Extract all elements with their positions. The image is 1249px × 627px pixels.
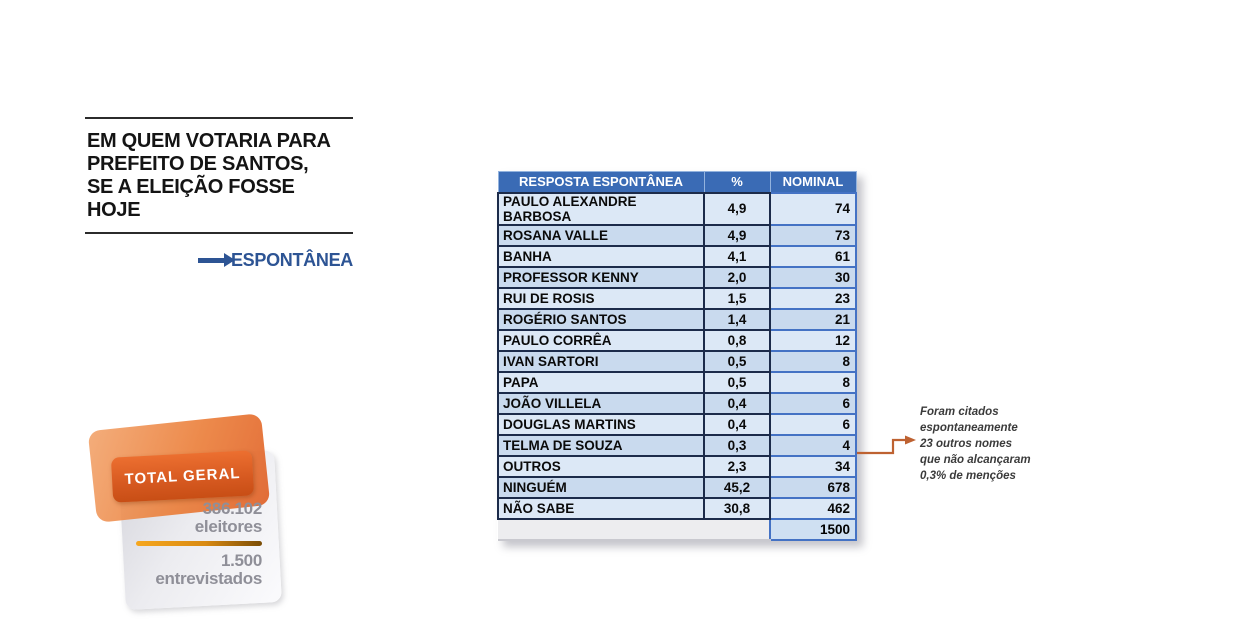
annotation-line: que não alcançaram (920, 454, 1031, 466)
table-row (498, 456, 856, 477)
annotation-line: espontaneamente (920, 422, 1018, 434)
table-row (498, 225, 856, 246)
percent-value: 4,9 (704, 225, 770, 246)
table-row (498, 435, 856, 456)
table-row (498, 309, 856, 330)
nominal-value: 30 (770, 267, 856, 288)
table-body (498, 193, 856, 519)
candidate-name: PAULO CORRÊA (498, 330, 704, 351)
table-row (498, 330, 856, 351)
table-row (498, 267, 856, 288)
nominal-value: 34 (770, 456, 856, 477)
annotation-line: Foram citados (920, 406, 999, 418)
subtitle-label: ESPONTÂNEA (230, 250, 353, 270)
candidate-name: RUI DE ROSIS (498, 288, 704, 309)
nominal-value: 73 (770, 225, 856, 246)
nominal-value: 678 (770, 477, 856, 498)
annotation-line: 23 outros nomes (920, 438, 1013, 450)
page-title (87, 130, 353, 222)
percent-value: 0,4 (704, 393, 770, 414)
nominal-value: 74 (770, 193, 856, 225)
title-line-3: SE A ELEIÇÃO FOSSE HOJE (87, 176, 295, 221)
percent-value: 0,5 (704, 351, 770, 372)
nominal-value: 4 (770, 435, 856, 456)
table-row (498, 193, 856, 225)
percent-value: 45,2 (704, 477, 770, 498)
table-header-row (498, 172, 856, 193)
total-geral-badge (90, 418, 290, 613)
badge-stats (132, 500, 262, 588)
table-total-row (498, 519, 856, 540)
nominal-value: 462 (770, 498, 856, 519)
divider-bottom (85, 232, 353, 234)
candidate-name: NÃO SABE (498, 498, 704, 519)
percent-value: 0,4 (704, 414, 770, 435)
annotation-text (920, 404, 1060, 484)
percent-value: 1,4 (704, 309, 770, 330)
candidate-name: ROGÉRIO SANTOS (498, 309, 704, 330)
table-row (498, 393, 856, 414)
poll-table (497, 171, 857, 541)
nominal-value: 8 (770, 351, 856, 372)
gradient-divider (136, 541, 262, 546)
interviewed-label: entrevistados (155, 569, 262, 588)
connector-arrow-icon (856, 434, 920, 460)
divider-top (85, 117, 353, 119)
candidate-name: TELMA DE SOUZA (498, 435, 704, 456)
nominal-value: 6 (770, 393, 856, 414)
percent-value: 30,8 (704, 498, 770, 519)
percent-value: 1,5 (704, 288, 770, 309)
total-geral-label-box (111, 450, 254, 502)
header-percent: % (704, 172, 770, 193)
candidate-name: BANHA (498, 246, 704, 267)
candidate-name: NINGUÉM (498, 477, 704, 498)
table-row (498, 498, 856, 519)
nominal-value: 23 (770, 288, 856, 309)
candidate-name: DOUGLAS MARTINS (498, 414, 704, 435)
header-nominal: NOMINAL (770, 172, 856, 193)
nominal-value: 12 (770, 330, 856, 351)
percent-value: 2,0 (704, 267, 770, 288)
nominal-value: 8 (770, 372, 856, 393)
total-geral-label: TOTAL GERAL (124, 464, 241, 489)
percent-value: 2,3 (704, 456, 770, 477)
candidate-name: ROSANA VALLE (498, 225, 704, 246)
nominal-value: 21 (770, 309, 856, 330)
interviewed-value: 1.500 (220, 551, 262, 570)
table-row (498, 351, 856, 372)
percent-value: 4,1 (704, 246, 770, 267)
subtitle-row (85, 250, 353, 271)
table-row (498, 246, 856, 267)
total-nominal-value: 1500 (770, 519, 856, 540)
table-row (498, 372, 856, 393)
percent-value: 4,9 (704, 193, 770, 225)
nominal-value: 6 (770, 414, 856, 435)
percent-value: 0,5 (704, 372, 770, 393)
table-row (498, 477, 856, 498)
candidate-name: OUTROS (498, 456, 704, 477)
candidate-name: IVAN SARTORI (498, 351, 704, 372)
candidate-name: PROFESSOR KENNY (498, 267, 704, 288)
right-arrow-icon (198, 258, 224, 263)
header-resposta: RESPOSTA ESPONTÂNEA (498, 172, 704, 193)
candidate-name: PAPA (498, 372, 704, 393)
candidate-name: JOÃO VILLELA (498, 393, 704, 414)
annotation-line: 0,3% de menções (920, 470, 1016, 482)
table-row (498, 414, 856, 435)
poll-table-container (497, 171, 857, 541)
candidate-name: PAULO ALEXANDRE BARBOSA (498, 193, 704, 225)
title-line-2: PREFEITO DE SANTOS, (87, 153, 309, 175)
title-line-1: EM QUEM VOTARIA PARA (87, 130, 331, 152)
nominal-value: 61 (770, 246, 856, 267)
electors-value: 386.102 (202, 499, 262, 518)
question-block (85, 117, 353, 271)
total-row-spacer (498, 519, 770, 540)
electors-label: eleitores (194, 517, 262, 536)
percent-value: 0,8 (704, 330, 770, 351)
percent-value: 0,3 (704, 435, 770, 456)
table-row (498, 288, 856, 309)
